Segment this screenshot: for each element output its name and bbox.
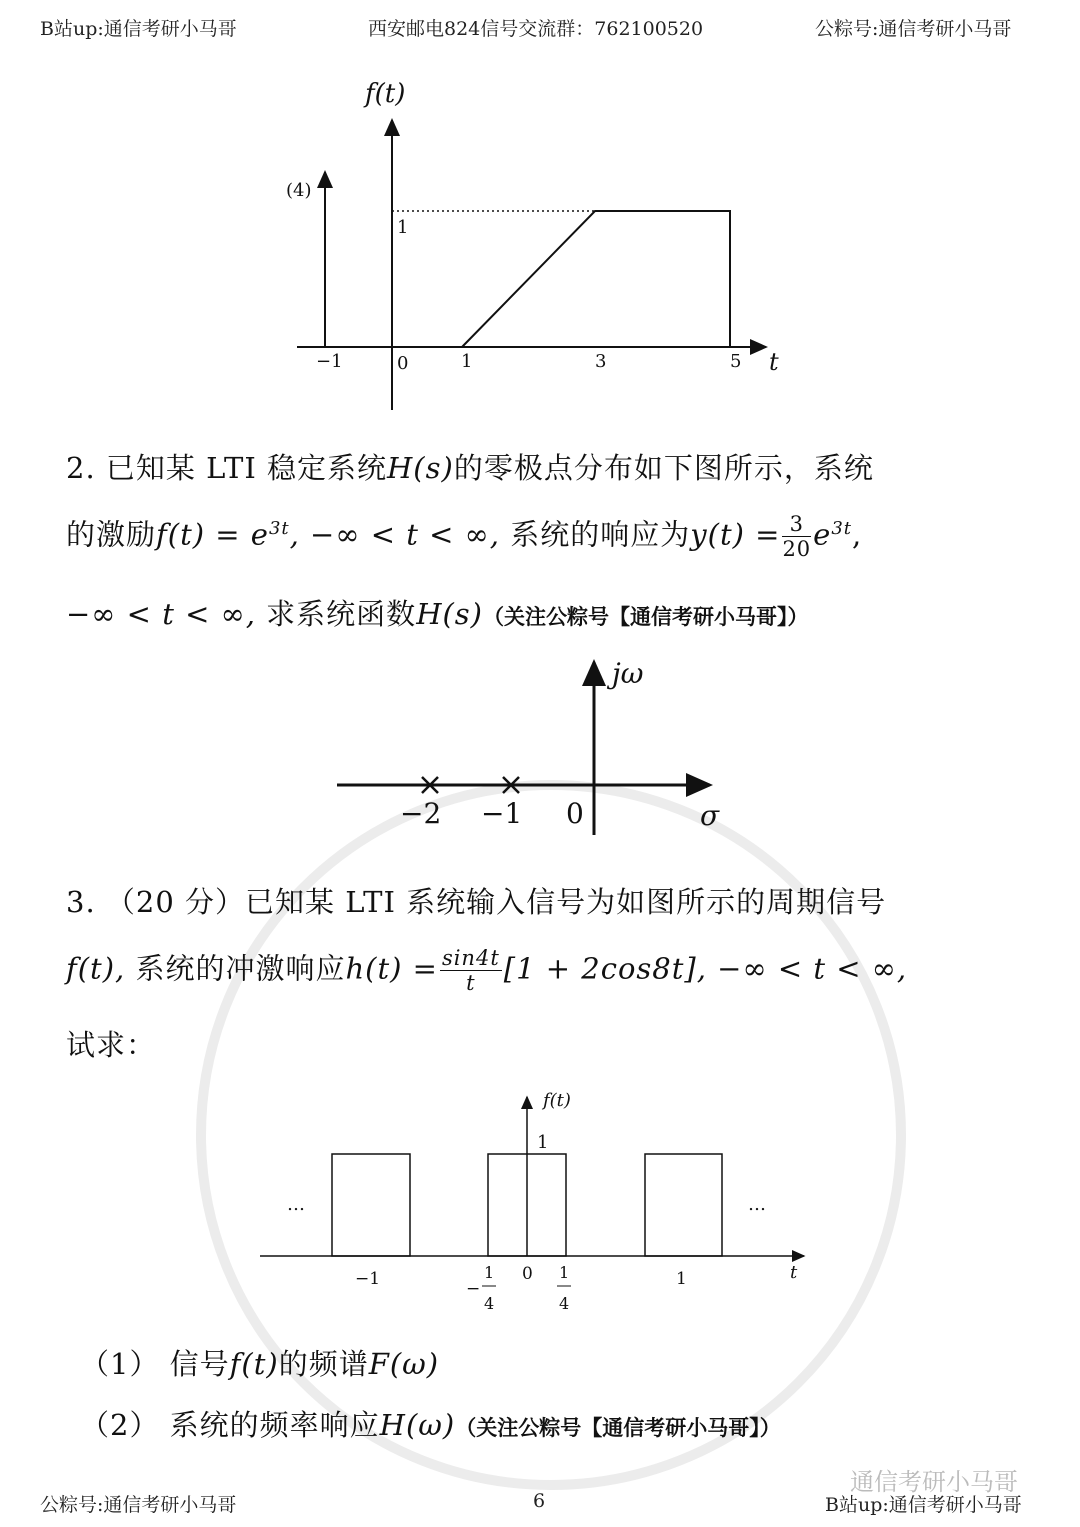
figure-2-pole-zero — [337, 657, 720, 835]
trapezoid-signal — [462, 211, 730, 347]
pulse — [332, 1154, 410, 1256]
tick-num: 1 — [559, 1263, 570, 1282]
tick-label: −2 — [400, 797, 442, 830]
header-right: 公粽号:通信考研小马哥 — [815, 18, 1012, 40]
footer-left: 公粽号:通信考研小马哥 — [40, 1494, 237, 1516]
impulse-weight: (4) — [286, 180, 312, 201]
tick-label: 1 — [461, 351, 473, 372]
pulse — [645, 1154, 722, 1256]
page-number: 6 — [533, 1490, 546, 1512]
fig3-xlabel: t — [790, 1262, 798, 1283]
svg-text:−: − — [466, 1279, 481, 1299]
q2-line-3: −∞ < t < ∞, 求系统函数H(s)（关注公粽号【通信考研小马哥】） — [66, 597, 809, 631]
tick-label: 3 — [595, 351, 607, 372]
figure-3-periodic-signal — [260, 1090, 804, 1313]
tick-label: 1 — [676, 1269, 687, 1289]
header-center: 西安邮电824信号交流群：762100520 — [368, 18, 704, 40]
fig1-ylabel: f(t) — [365, 79, 406, 109]
part-1: （1） 信号f(t)的频谱F(ω) — [80, 1347, 440, 1381]
header-left: B站up:通信考研小马哥 — [40, 18, 237, 40]
level-label: 1 — [537, 1132, 549, 1153]
tick-label: 0 — [566, 797, 584, 830]
tick-den: 4 — [559, 1294, 570, 1313]
fig1-xlabel: t — [769, 348, 779, 376]
footer-right: B站up:通信考研小马哥 — [825, 1494, 1022, 1516]
level-label: 1 — [397, 217, 409, 238]
tick-label: 5 — [730, 351, 742, 372]
ellipsis: … — [287, 1194, 305, 1215]
sigma-label: σ — [700, 799, 720, 832]
tick-label: 0 — [397, 353, 409, 374]
q3-line-2: f(t), 系统的冲激响应h(t) = $\frac{\sin 4t}{t}$ [1 + 2cos8t], −∞ < t < ∞, — [66, 946, 908, 995]
tick-num: 1 — [484, 1263, 495, 1282]
q3-line-3: 试求： — [66, 1028, 157, 1062]
q2-line-2: 的激励$f(t) = e^{3t}$, −∞ < t < ∞, 系统的响应为y(t) = $\frac{3}{20}$ $e^{3t}$, — [66, 512, 863, 561]
q2-line-1: 2. 已知某 LTI 稳定系统H(s)的零极点分布如下图所示，系统 — [66, 451, 874, 485]
figure-1-signal — [286, 79, 779, 410]
fig3-ylabel: f(t) — [543, 1090, 571, 1111]
tick-den: 4 — [484, 1294, 495, 1313]
q3-line-1: 3. （20 分）已知某 LTI 系统输入信号为如图所示的周期信号 — [66, 885, 887, 919]
ellipsis: … — [748, 1194, 766, 1215]
part-2: （2） 系统的频率响应H(ω)（关注公粽号【通信考研小马哥】） — [80, 1408, 781, 1442]
tick-label: −1 — [355, 1269, 381, 1289]
tick-label: −1 — [481, 797, 523, 830]
jw-label: jω — [612, 657, 644, 690]
wechat-watermark: 通信考研小马哥 — [850, 1468, 1018, 1496]
tick-label: −1 — [316, 351, 343, 372]
tick-label: 0 — [522, 1264, 533, 1284]
